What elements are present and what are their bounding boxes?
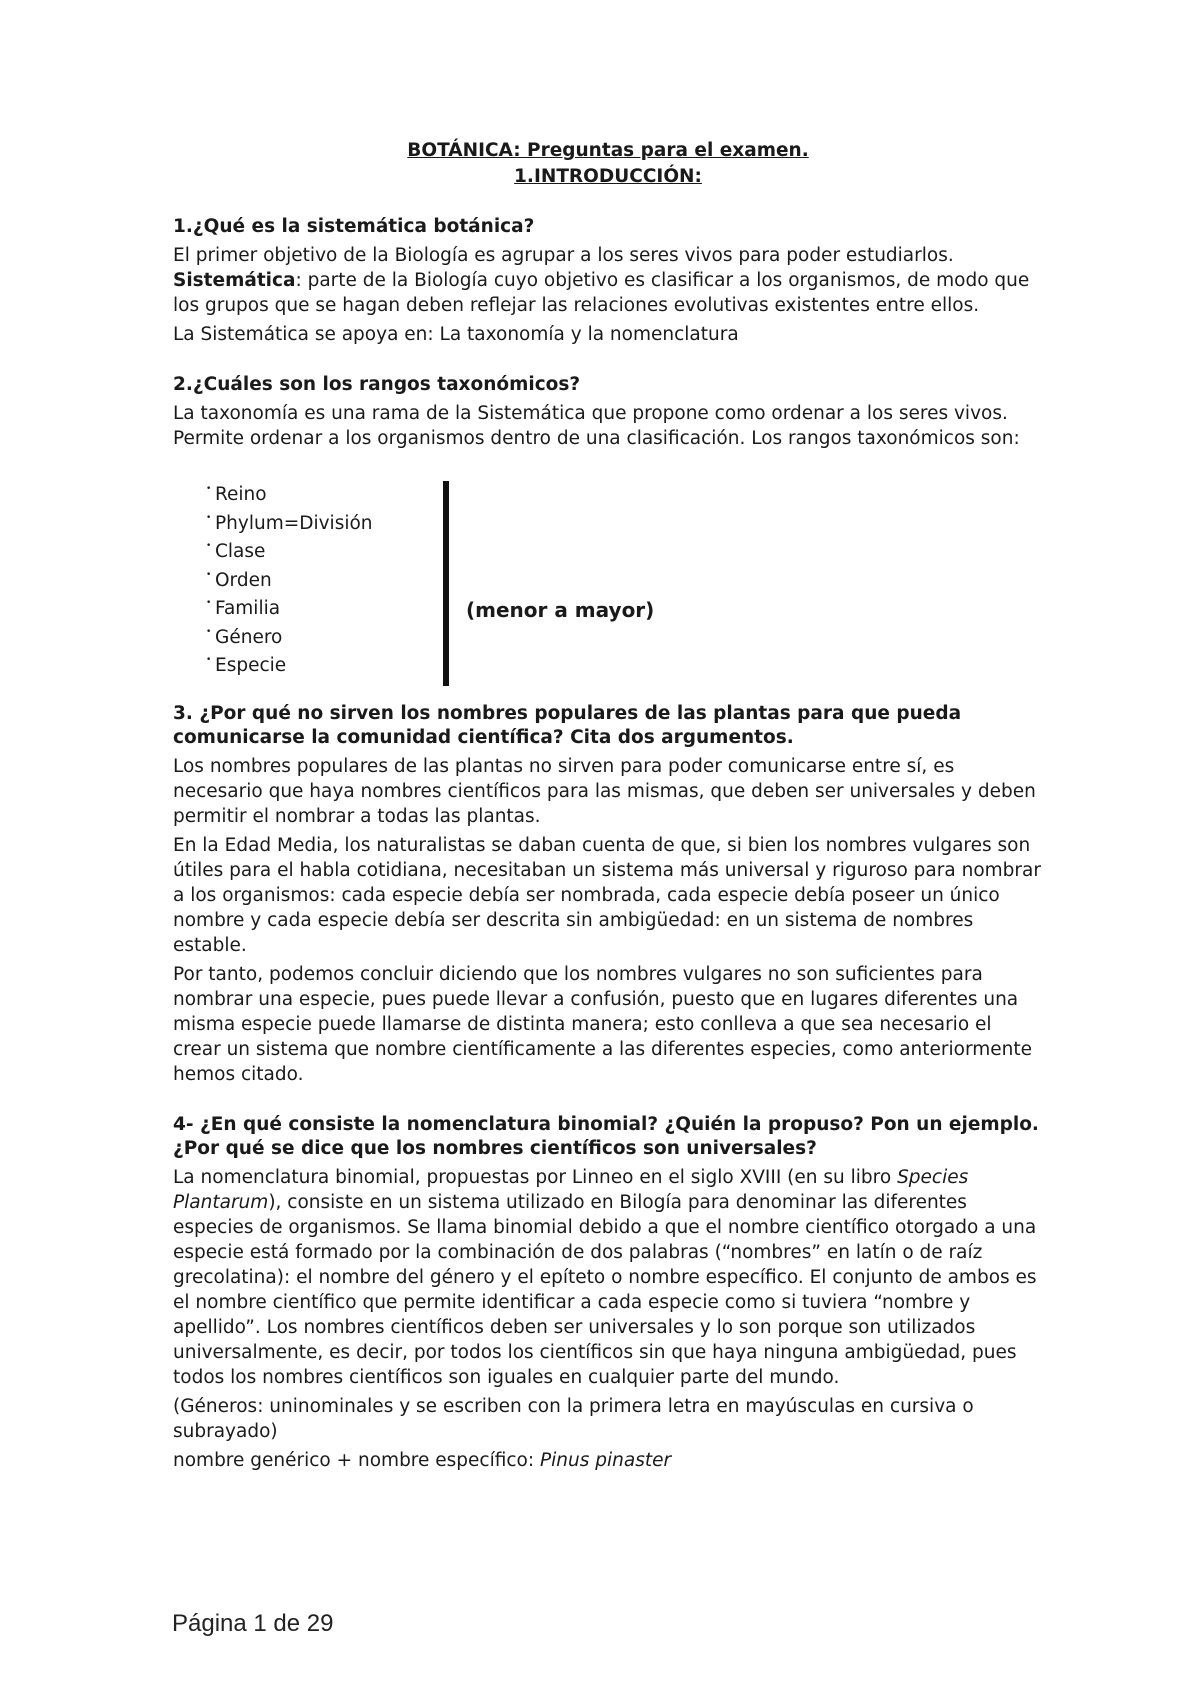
- question-2-paragraph-1: La taxonomía es una rama de la Sistemática que propone como ordenar a los seres vivos. Permite ordenar a los organismos dentro de una clasificación. Los rangos taxonómicos son:: [173, 403, 1020, 449]
- question-4-paragraph-3: [173, 1448, 1043, 1473]
- rank-item: [203, 652, 1043, 681]
- taxonomic-ranks: [203, 481, 1043, 686]
- rank-label: Clase: [215, 541, 266, 562]
- question-1-paragraph-1: El primer objetivo de la Biología es agrupar a los seres vivos para poder estudiarlos.: [173, 245, 954, 266]
- question-3-paragraph-2: En la Edad Media, los naturalistas se daban cuenta de que, si bien los nombres vulgares son útiles para el habla cotidiana, necesitaban un sistema más universal y riguroso para nombrar a los organismos: cada especie debía ser nombrada, cada especie debía poseer un único nombre y cada especie debía ser descrita sin ambigüedad: en un sistema de nombres estable.: [173, 835, 1041, 956]
- question-1-paragraph-2: [173, 268, 1043, 318]
- bracket-bar: [443, 481, 449, 686]
- rank-item: [203, 510, 1043, 539]
- question-1-paragraph-2-text: : parte de la Biología cuyo objetivo es clasificar a los organismos, de modo que los grupos que se hagan deben reflejar las relaciones evolutivas existentes entre ellos.: [173, 270, 1030, 316]
- rank-label: Especie: [215, 655, 287, 676]
- question-3-paragraph-1: Los nombres populares de las plantas no sirven para poder comunicarse entre sí, es necesario que haya nombres científicos para las mismas, que deben ser universales y deben permitir el nombrar a todas las plantas.: [173, 756, 1036, 827]
- question-4-text: La nomenclatura binomial, propuestas por Linneo en el siglo XVIII (en su libro: [173, 1167, 898, 1188]
- rank-label: Género: [215, 626, 283, 648]
- question-1-paragraph-3: La Sistemática se apoya en: La taxonomía y la nomenclatura: [173, 324, 739, 345]
- rank-label: Reino: [215, 484, 267, 505]
- question-4-paragraph-2: (Géneros: uninominales y se escriben con la primera letra en mayúsculas en cursiva o subrayado): [173, 1396, 974, 1442]
- document-title: BOTÁNICA: Preguntas para el examen.: [407, 140, 809, 161]
- rank-order-note: (menor a mayor): [466, 598, 655, 622]
- question-3-paragraph-3: Por tanto, podemos concluir diciendo que los nombres vulgares no son suficientes para nombrar una especie, pues puede llevar a confusión, puesto que en lugares diferentes una misma especie puede llamarse de distinta manera; esto conlleva a que sea necesario el crear un sistema que nombre científicamente a las diferentes especies, como anteriormente hemos citado.: [173, 964, 1033, 1085]
- book-title: Species Plantarum: [173, 1167, 969, 1213]
- question-4: [173, 1113, 1043, 1473]
- question-4-paragraph-1: [173, 1165, 1043, 1390]
- bullet-icon: •: [206, 569, 212, 580]
- question-2: [173, 373, 1043, 686]
- page-number: Página 1 de 29: [172, 1610, 334, 1637]
- bullet-icon: •: [206, 512, 212, 523]
- rank-item: [203, 481, 1043, 510]
- species-example: Pinus pinaster: [539, 1450, 672, 1471]
- rank-list: [203, 481, 1043, 681]
- bullet-icon: •: [206, 541, 212, 551]
- question-2-heading: 2.¿Cuáles son los rangos taxonómicos?: [173, 374, 581, 395]
- question-4-heading: 4- ¿En qué consiste la nomenclatura binomial? ¿Quién la propuso? Pon un ejemplo. ¿Por qué se dice que los nombres científicos son universales?: [173, 1114, 1039, 1159]
- question-4-text-continued: ), consiste en un sistema utilizado en Bilogía para denominar las diferentes especies de organismos. Se llama binomial debido a que el nombre científico otorgado a una especie está formado por la combinación de dos palabras (“nombres” en latín o de raíz grecolatina): el nombre del género y el epíteto o nombre específico. El conjunto de ambos es el nombre científico que permite identificar a cada especie como si tuviera “nombre y apellido”. Los nombres científicos deben ser universales y lo son porque son utilizados universalmente, es decir, por todos los científicos sin que haya ninguna ambigüedad, pues todos los nombres científicos son iguales en cualquier parte del mundo.: [173, 1192, 1037, 1388]
- bullet-icon: •: [206, 655, 212, 665]
- rank-label: Familia: [215, 598, 281, 619]
- document-body: [173, 138, 1043, 1473]
- rank-label: Orden: [215, 569, 272, 591]
- rank-label: Phylum=División: [215, 512, 373, 534]
- section-heading: 1.INTRODUCCIÓN:: [514, 166, 702, 187]
- rank-item: [203, 538, 1043, 567]
- bullet-icon: •: [206, 626, 212, 637]
- bullet-icon: •: [206, 484, 212, 494]
- question-1-heading: 1.¿Qué es la sistemática botánica?: [173, 216, 535, 237]
- rank-item: [203, 567, 1043, 596]
- question-3-heading: 3. ¿Por qué no sirven los nombres populares de las plantas para que pueda comunicarse la comunidad científica? Cita dos argumentos.: [173, 703, 962, 748]
- term-sistematica: Sistemática: [173, 270, 296, 291]
- example-prefix: nombre genérico + nombre específico:: [173, 1450, 540, 1471]
- rank-item: [203, 624, 1043, 653]
- bullet-icon: •: [206, 598, 212, 608]
- question-1: [173, 215, 1043, 347]
- question-3: [173, 702, 1043, 1087]
